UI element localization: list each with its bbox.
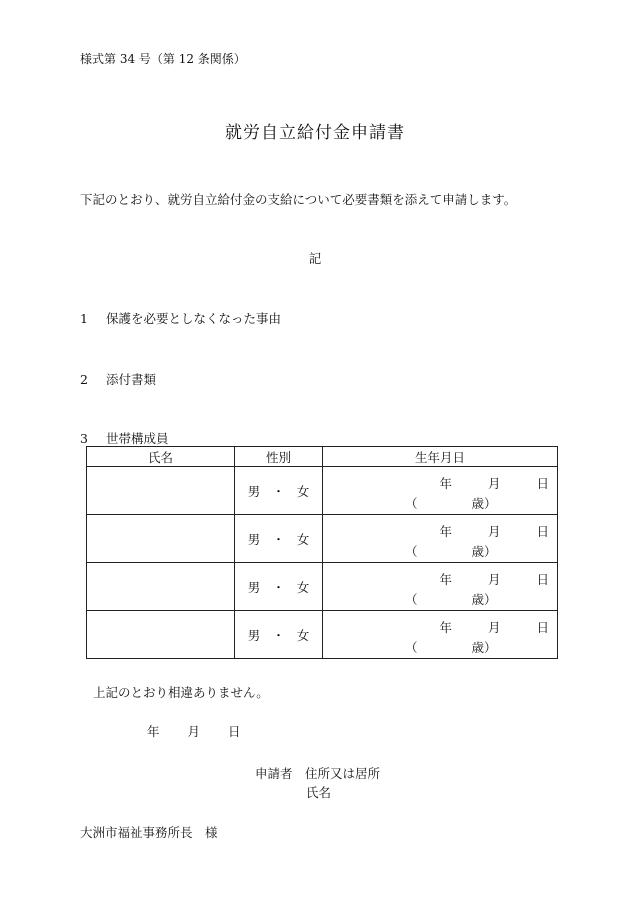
age-close: 歳）	[471, 544, 497, 559]
age	[405, 542, 497, 560]
header-name: 氏名	[87, 447, 235, 467]
age-close: 歳）	[471, 640, 497, 655]
confirmation-text: 上記のとおり相違ありません。	[93, 685, 269, 700]
sex-cell[interactable]	[235, 467, 323, 515]
age-open: （	[405, 496, 418, 511]
item-number: 1	[80, 311, 88, 326]
sex-cell[interactable]	[235, 563, 323, 611]
age	[405, 590, 497, 608]
birth-date	[403, 474, 549, 492]
age	[405, 638, 497, 656]
item-label: 保護を必要としなくなった事由	[106, 311, 282, 326]
female-option[interactable]: 女	[296, 627, 310, 643]
intro-text: 下記のとおり、就労自立給付金の支給について必要書類を添えて申請します。	[80, 192, 517, 207]
birth-cell[interactable]	[323, 515, 558, 563]
female-option[interactable]: 女	[296, 579, 310, 595]
name-label: 氏名	[306, 785, 332, 800]
item-number: 2	[80, 372, 88, 387]
month-label: 月	[487, 572, 501, 587]
table-row	[87, 515, 558, 563]
document-title: 就労自立給付金申請書	[225, 123, 405, 143]
item-household	[80, 429, 169, 447]
item-reason	[80, 309, 281, 327]
name-cell[interactable]	[87, 467, 235, 515]
form-number: 様式第 34 号（第 12 条関係）	[80, 52, 246, 66]
birth-cell[interactable]	[323, 467, 558, 515]
sex-cell[interactable]	[235, 611, 323, 659]
separator-dot: ・	[272, 531, 285, 547]
application-date[interactable]	[147, 722, 241, 740]
applicant-name[interactable]	[306, 783, 331, 801]
male-option[interactable]: 男	[247, 483, 261, 499]
table-row	[87, 467, 558, 515]
applicant-address[interactable]	[255, 764, 380, 782]
year-label: 年	[439, 620, 452, 635]
female-option[interactable]: 女	[296, 531, 310, 547]
female-option[interactable]: 女	[296, 483, 310, 499]
separator-dot: ・	[272, 627, 285, 643]
sex-cell[interactable]	[235, 515, 323, 563]
day-label: 日	[536, 476, 549, 491]
age-close: 歳）	[471, 592, 497, 607]
birth-date	[403, 570, 549, 588]
male-option[interactable]: 男	[247, 579, 261, 595]
header-birth: 生年月日	[323, 447, 558, 467]
separator-dot: ・	[272, 579, 285, 595]
age	[405, 494, 497, 512]
year-label: 年	[439, 476, 452, 491]
birth-cell[interactable]	[323, 563, 558, 611]
birth-date	[403, 618, 549, 636]
day-label: 日	[536, 620, 549, 635]
age-open: （	[405, 592, 418, 607]
ki-heading: 記	[308, 251, 322, 266]
household-members-table	[86, 446, 558, 659]
year-label: 年	[439, 524, 452, 539]
date-month-label: 月	[187, 724, 201, 739]
male-option[interactable]: 男	[247, 627, 261, 643]
table-row	[87, 611, 558, 659]
birth-date	[403, 522, 549, 540]
name-cell[interactable]	[87, 611, 235, 659]
name-cell[interactable]	[87, 563, 235, 611]
separator-dot: ・	[272, 483, 285, 499]
year-label: 年	[439, 572, 452, 587]
month-label: 月	[487, 620, 501, 635]
month-label: 月	[487, 524, 501, 539]
table-header-row	[87, 447, 558, 467]
header-sex: 性別	[235, 447, 323, 467]
age-close: 歳）	[471, 496, 497, 511]
applicant-label: 申請者	[255, 766, 293, 781]
date-year-label: 年	[147, 724, 160, 739]
age-open: （	[405, 544, 418, 559]
address-label: 住所又は居所	[305, 766, 381, 781]
addressee: 大洲市福祉事務所長 様	[80, 825, 218, 840]
month-label: 月	[487, 476, 501, 491]
day-label: 日	[536, 524, 549, 539]
day-label: 日	[536, 572, 549, 587]
male-option[interactable]: 男	[247, 531, 261, 547]
item-number: 3	[80, 431, 88, 446]
age-open: （	[405, 640, 418, 655]
item-label: 世帯構成員	[106, 431, 169, 446]
name-cell[interactable]	[87, 515, 235, 563]
date-day-label: 日	[228, 724, 241, 739]
table-row	[87, 563, 558, 611]
item-attachments	[80, 370, 156, 388]
birth-cell[interactable]	[323, 611, 558, 659]
item-label: 添付書類	[106, 372, 157, 387]
